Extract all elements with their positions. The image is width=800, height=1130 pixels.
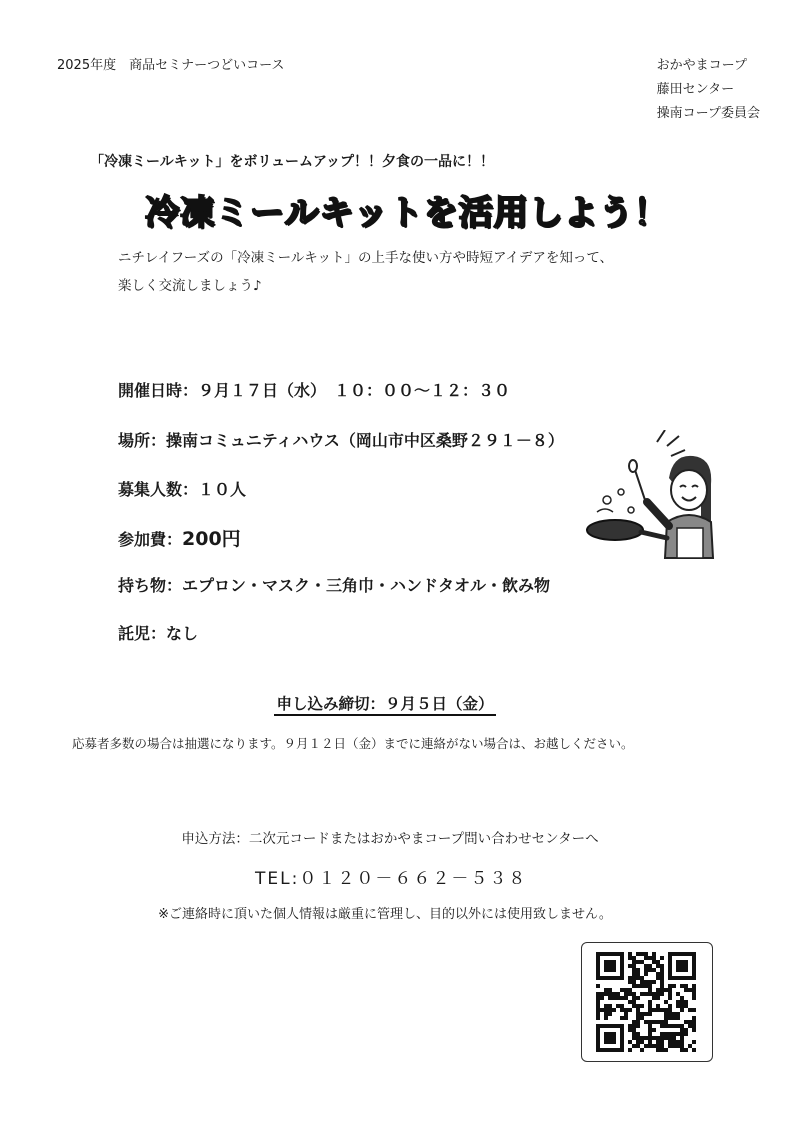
detail-date — [118, 378, 510, 401]
detail-items-label: 持ち物： — [118, 576, 183, 595]
qr-code[interactable] — [581, 942, 713, 1062]
intro-line-2: 楽しく交流しましょう♪ — [118, 278, 262, 294]
detail-place-label: 場所： — [118, 431, 167, 450]
org-line-3: 操南コープ委員会 — [656, 106, 760, 121]
org-line-1: おかやまコープ — [656, 58, 747, 73]
detail-place — [118, 428, 564, 451]
application-method: 申込方法：二次元コードまたはおかやまコープ問い合わせセンターへ — [181, 831, 599, 847]
detail-items-value: エプロン・マスク・三角巾・ハンドタオル・飲み物 — [182, 576, 551, 595]
intro-line-1: ニチレイフーズの「冷凍ミールキット」の上手な使い方や時短アイデアを知って、 — [118, 250, 614, 266]
privacy-note: ※ご連絡時に頂いた個人情報は厳重に管理し、目的以外には使用致しません。 — [158, 907, 612, 922]
detail-fee-value: 200円 — [182, 528, 241, 550]
page-title: 冷凍ミールキットを活用しよう！ — [145, 193, 669, 233]
detail-childcare — [118, 621, 198, 644]
detail-childcare-value: なし — [166, 624, 199, 643]
detail-date-label: 開催日時： — [118, 381, 199, 400]
lottery-note: 応募者多数の場合は抽選になります。９月１２日（金）までに連絡がない場合は、お越しください。 — [72, 736, 634, 751]
detail-fee — [118, 524, 241, 551]
org-line-2: 藤田センター — [656, 82, 735, 97]
header-organization — [657, 54, 760, 126]
detail-childcare-label: 託児： — [118, 624, 167, 643]
subheading: 「冷凍ミールキット」をボリュームアップ！！夕食の一品に！！ — [90, 154, 495, 170]
qr-code-pattern — [596, 952, 696, 1052]
deadline-text: 申し込み締切：９月５日（金） — [274, 695, 495, 716]
detail-capacity-label: 募集人数： — [118, 480, 199, 499]
detail-date-value: ９月１７日（水） １０：００～１２：３０ — [198, 381, 511, 400]
detail-items — [118, 573, 550, 596]
header-year-course: 2025年度 商品セミナーつどいコース — [57, 58, 285, 73]
detail-capacity — [118, 477, 246, 500]
intro-text — [118, 244, 718, 300]
cooking-person-illustration — [585, 430, 715, 564]
detail-fee-label: 参加費： — [118, 530, 183, 549]
telephone-number[interactable]: TEL:０１２０－６６２－５３８ — [255, 869, 528, 889]
application-deadline — [0, 692, 770, 714]
detail-place-value: 操南コミュニティハウス（岡山市中区桑野２９１－８） — [166, 431, 564, 450]
detail-capacity-value: １０人 — [198, 480, 247, 499]
